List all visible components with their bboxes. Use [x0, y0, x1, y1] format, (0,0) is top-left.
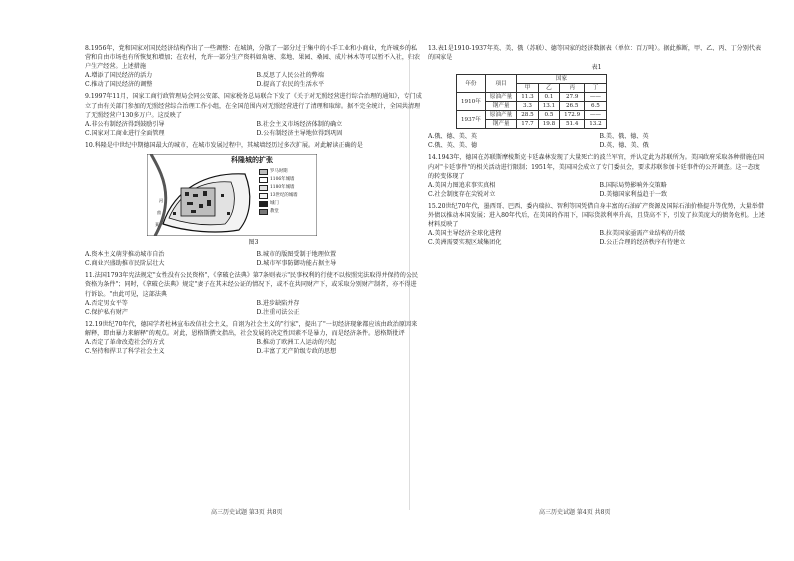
option-a: A.俄、德、美、英 — [428, 133, 477, 141]
map-legend — [259, 168, 298, 216]
table-cell: 26.5 — [560, 102, 585, 111]
option-d: D.美德国家利益趋于一致 — [599, 190, 668, 198]
table-header-item: 项目 — [485, 75, 516, 93]
table-header-year: 年份 — [457, 75, 486, 93]
cologne-map-figure — [147, 154, 317, 236]
legend-label: 1180年城墙 — [270, 185, 295, 191]
option-b: B.国际局势影响外交策略 — [599, 181, 667, 189]
question-stem: 10.科隆是中世纪中期德国最大的城市，在城市发展过程中，其城墙经历过多次扩展。对此解读正确的是 — [85, 141, 363, 149]
legend-label: 罗马时期 — [270, 169, 288, 175]
option-a: A.美国主导经济全球化进程 — [428, 230, 502, 238]
option-a: A.资本主义萌芽推动城市自治 — [85, 251, 165, 259]
table-cell: 17.7 — [517, 120, 538, 129]
legend-item — [259, 192, 298, 200]
question-13 — [428, 44, 765, 150]
question-stem: 8.1956年，党和国家对国民经济结构作出了一些调整：在城镇，分散了一部分过于集中的小手工业和小商业，允许城乡的私营和自由市场也有所恢复和增加；在农村，允许一部分生产资料如角塘、菜地、果园、桑园、成片林木等可以暂不入社，归农户生产经营。上述措施 — [85, 45, 421, 71]
option-b: B.进步缺陷并存 — [256, 299, 300, 307]
legend-item — [259, 184, 298, 192]
table-cell-item: 原油产量 — [485, 93, 516, 102]
option-c: C.商业兴盛助推市民阶层壮大 — [85, 260, 165, 268]
question-9 — [85, 92, 422, 137]
table-cell: 27.9 — [560, 93, 585, 102]
option-a: A.否定了革命改造社会的方式 — [85, 338, 165, 346]
option-b: B.社会主义市场经济体制的确立 — [256, 120, 343, 128]
table-cell: 172.9 — [560, 111, 585, 120]
option-d: D.城市军事防御功能占据主导 — [256, 260, 337, 268]
question-14 — [428, 153, 765, 198]
question-stem: 13.表1是1910-1937年英、美、俄（苏联）、德等国家的经济数据表（单位：百万吨）。据此推断，甲、乙、丙、丁分别代表的国家是 — [428, 45, 762, 62]
table-cell-item: 钢产量 — [485, 120, 516, 129]
table-cell: 13.1 — [538, 102, 559, 111]
svg-text:茵: 茵 — [157, 210, 161, 216]
svg-text:河: 河 — [159, 198, 163, 204]
option-b: B.推动了欧洲工人运动的兴起 — [256, 338, 337, 346]
question-12 — [85, 320, 422, 356]
option-d: D.注重司法公正 — [256, 308, 300, 316]
figure-caption: 图3 — [248, 239, 259, 247]
option-a: A.非公有制经济得到鼓励引导 — [85, 120, 165, 128]
table-cell: 0.5 — [538, 111, 559, 120]
table-header-cell: 甲 — [517, 84, 538, 93]
table-cell-year: 1910年 — [457, 93, 486, 111]
page-footer-left: 高三历史试题 第3页 共8页 — [211, 509, 283, 516]
table-cell: 6.5 — [585, 102, 606, 111]
option-a: A.增添了国民经济的活力 — [85, 72, 153, 80]
question-15 — [428, 202, 765, 247]
option-c: C.美洲需要实现区域集团化 — [428, 239, 502, 247]
option-b: B.城市的版图受制于地理位置 — [256, 251, 337, 259]
svg-text:莱: 莱 — [155, 222, 159, 228]
option-c: C.保护私有财产 — [85, 308, 128, 316]
question-stem: 11.法国1793年宪法规定"女性没有公民资格"，《拿破仑法典》第7条则表示"民事权利的行使不以按照宪法取得并保持的公民资格为条件"；同时，《拿破仑法典》规定"妻子在其未经公证的情况下，或不在共同财产下，或采取分别财产制者，亦不得进行诉讼。"由此可见，这部法典 — [85, 272, 419, 298]
table-cell: 11.3 — [517, 93, 538, 102]
question-11 — [85, 271, 422, 316]
legend-label: 1106年城墙 — [270, 177, 295, 183]
left-page — [85, 44, 422, 359]
option-a: A.美国力图追求事实真相 — [428, 181, 496, 189]
option-d: D.英、德、美、俄 — [599, 142, 649, 150]
question-stem: 15.20世纪70年代，墨西哥、巴西、委内瑞拉、智利等国凭借自身丰富的石油矿产资源及国际石油价格提升等优势，大量举借外债以推动本国发展；进入80年代后，在美国的作用下，国际货款利率升高，且贷高不下，引发了拉美庞大的债务危机。上述材料反映了 — [428, 202, 765, 229]
legend-item — [259, 208, 298, 216]
legend-item — [259, 200, 298, 208]
option-d: D.提高了农民的生活水平 — [256, 81, 325, 89]
table-cell-item: 钢产量 — [485, 102, 516, 111]
question-stem: 12.19世纪70年代，德国学者杜林宣布改信社会主义，自诩为社会主义的"行家"，提出了"一切经济现象都应该由政治原因来解释，即由暴力来解释"的观点。对此，恩格斯撰文指出，社会发展的决定性因素不是暴力，而是经济条件。恩格斯批评 — [85, 320, 418, 337]
table-header-country: 国家 — [517, 75, 606, 84]
map-title: 科隆城的扩张 — [231, 156, 273, 165]
table-cell: 28.5 — [517, 111, 538, 120]
table-cell: 19.8 — [538, 120, 559, 129]
legend-item — [259, 176, 298, 184]
question-stem: 9.1997年11月，国家工商行政管理局会同公安部、国家税务总局联合下发了《关于对无照经营进行综合治理的通知》，专门成立了由有关部门参加的无照经营综合治理工作小组，在全国范围内对无照经营进行了清理和取缔。据不完全统计，全国共清理了无照经营户130多万户。这反映了 — [85, 93, 422, 119]
option-c: C.坚持和捍卫了科学社会主义 — [85, 348, 165, 356]
right-page — [428, 44, 765, 250]
table-cell: —— — [585, 111, 606, 120]
option-c: C.社会制度存在尖锐对立 — [428, 190, 496, 198]
option-b: B.美、俄、德、英 — [599, 133, 649, 141]
legend-item — [259, 168, 298, 176]
table-title: 表1 — [591, 64, 602, 72]
table-cell: 13.2 — [585, 120, 606, 129]
legend-label: 13世纪的城墙 — [270, 193, 298, 199]
table-row — [457, 93, 607, 102]
table-cell: 0.1 — [538, 93, 559, 102]
option-a: A.否定男女平等 — [85, 299, 128, 307]
question-stem: 14.1943年，德国在苏联斯摩棱斯克卡廷森林发现了大量死亡的波兰军官，并认定此为苏联所为。美国政府采取各种措施在国内对"卡廷事件"的相关活动进行限制；1951年，美国国会成立了专门委员会，要求苏联参加卡廷事件的公开调查。这一态度的转变体现了 — [428, 154, 764, 180]
legend-label: 教堂 — [270, 209, 279, 215]
option-c: C.国家对工商业进行全面管理 — [85, 129, 165, 137]
table-cell: 3.3 — [517, 102, 538, 111]
question-10 — [85, 141, 422, 268]
option-c: C.俄、英、美、德 — [428, 142, 478, 150]
table-cell-item: 原油产量 — [485, 111, 516, 120]
option-d: D.丰富了无产阶级专政的思想 — [256, 348, 337, 356]
option-d: D.公正合理的经济秩序有待建立 — [599, 239, 686, 247]
table-cell-year: 1937年 — [457, 111, 486, 129]
option-d: D.公有制经济主导地位得到巩固 — [256, 129, 343, 137]
table-cell: —— — [585, 93, 606, 102]
economic-data-table — [456, 74, 607, 129]
option-b: B.拉美国家亟需产业结构的升级 — [599, 230, 686, 238]
table-header-cell: 乙 — [538, 84, 559, 93]
option-c: C.推动了国民经济的调整 — [85, 81, 153, 89]
question-8 — [85, 44, 422, 89]
legend-label: 城门 — [270, 201, 279, 207]
table-header-cell: 丙 — [560, 84, 585, 93]
page-footer-right: 高三历史试题 第4页 共8页 — [539, 509, 611, 516]
table-row — [457, 111, 607, 120]
table-header-cell: 丁 — [585, 84, 606, 93]
option-b: B.反思了人民公社的弊端 — [256, 72, 324, 80]
table-cell: 51.4 — [560, 120, 585, 129]
